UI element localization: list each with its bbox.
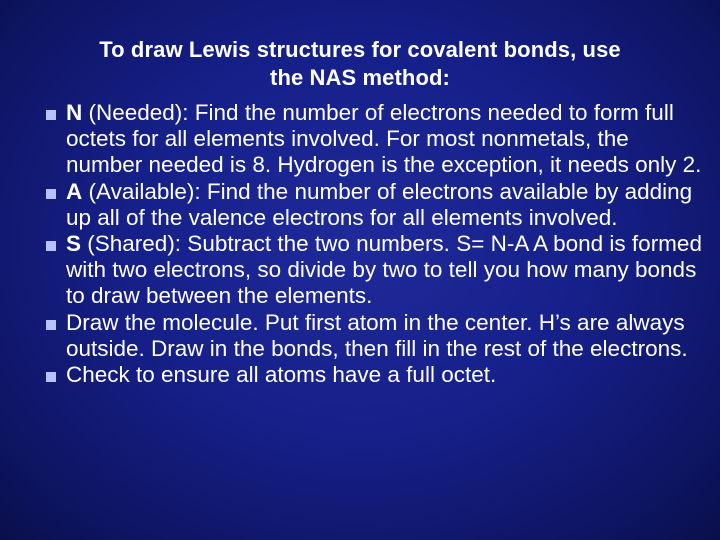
square-bullet-icon: [46, 372, 56, 382]
bullet-list: [46, 100, 706, 388]
bullet-shared: [46, 231, 706, 310]
bullet-available: [46, 179, 706, 231]
bullet-text: Draw the molecule. Put first atom in the center. H’s are always outside. Draw in the bonds, then fill in the rest of the electrons.: [66, 309, 688, 361]
bullet-text: Check to ensure all atoms have a full octet.: [66, 362, 497, 388]
bullet-draw-molecule: [46, 310, 706, 362]
bullet-text: (Available): Find the number of electrons available by adding up all of the valence electrons for all elements involved.: [66, 178, 693, 230]
bullet-term: N: [66, 100, 83, 125]
square-bullet-icon: [46, 320, 56, 330]
bullet-text: (Shared): Subtract the two numbers. S= N-A A bond is formed with two electrons, so divide by two to tell you how many bonds to draw between the elements.: [66, 231, 702, 309]
square-bullet-icon: [46, 110, 56, 120]
bullet-check-octet: [46, 362, 706, 388]
slide-title: [0, 36, 720, 92]
title-line-1: To draw Lewis structures for covalent bonds, use: [99, 37, 621, 62]
title-line-2: the NAS method:: [270, 65, 450, 90]
bullet-text: (Needed): Find the number of electrons needed to form full octets for all elements involved. For most nonmetals, the number needed is 8. Hydrogen is the exception, it needs only 2.: [66, 100, 702, 178]
bullet-term: S: [66, 231, 82, 257]
bullet-term: A: [66, 178, 83, 204]
bullet-needed: [46, 100, 706, 179]
square-bullet-icon: [46, 189, 56, 199]
square-bullet-icon: [46, 241, 56, 251]
